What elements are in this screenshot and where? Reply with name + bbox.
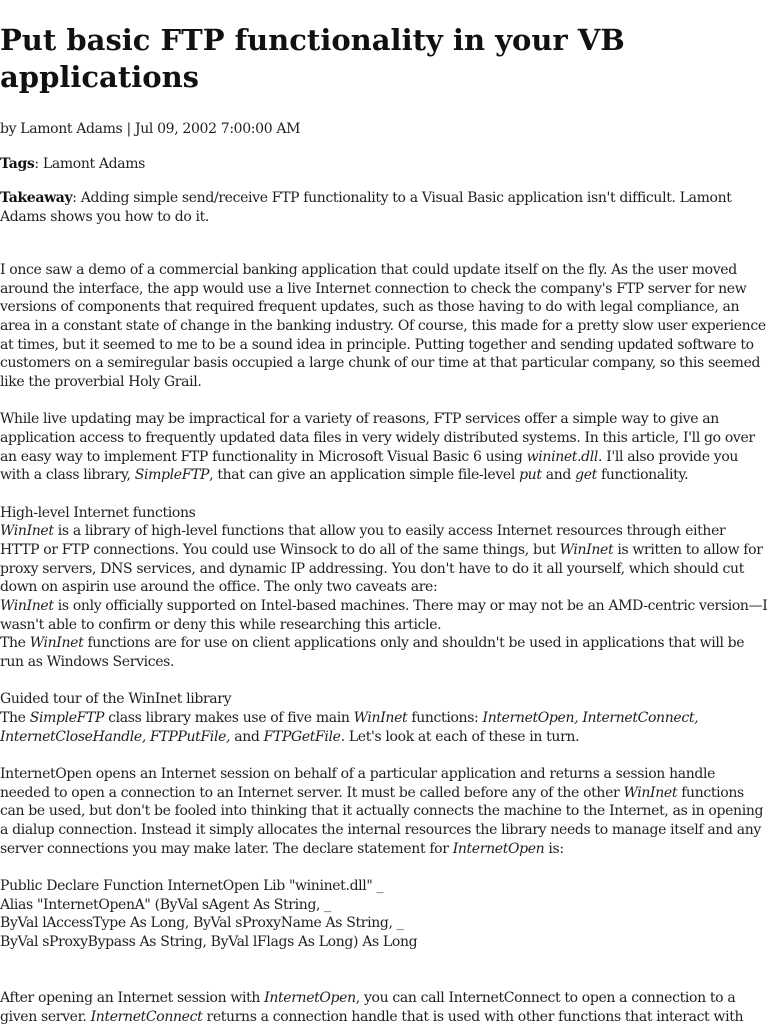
article-byline: by Lamont Adams | Jul 09, 2002 7:00:00 AM	[0, 121, 301, 137]
caveat-item	[0, 634, 768, 671]
section-paragraph	[0, 709, 768, 746]
text-run: InternetOpen opens an Internet session on behalf of a particular application and returns a session handle needed to open a connection to an Internet server. It must be called before any of the other	[0, 765, 716, 801]
text-run: is only officially supported on Intel-based machines. There may or may not be an AMD-centric version—I wasn't able to confirm or deny this while researching this article.	[0, 598, 768, 633]
section-paragraph	[0, 522, 768, 597]
section-heading: Guided tour of the WinInet library	[0, 691, 232, 708]
italic-run: InternetOpen	[264, 989, 356, 1006]
text-run: , that can give an application simple file-level	[209, 467, 520, 484]
article-title: Put basic FTP functionality in your VB applications	[0, 23, 625, 94]
italic-run: wininet.dll	[526, 448, 599, 465]
italic-run: InternetOpen	[452, 840, 545, 857]
text-run: functions are for use on client applications only and shouldn't be used in applications that will be run as Windows Services.	[0, 635, 745, 671]
article-takeaway	[0, 189, 768, 226]
code-line: Public Declare Function InternetOpen Lib "wininet.dll" _	[0, 878, 384, 894]
text-run: After opening an Internet session with	[0, 989, 265, 1006]
italic-run: WinInet	[0, 523, 54, 540]
code-block	[0, 877, 768, 952]
text-run: functions:	[407, 710, 483, 727]
italic-run: WinInet	[353, 710, 408, 727]
text-run: , you can call InternetConnect to open a connection to a given server.	[0, 989, 736, 1025]
takeaway-label: Takeaway	[0, 190, 73, 207]
section-high-level-internet-functions	[0, 504, 768, 672]
italic-run: InternetOpen, InternetConnect, InternetCloseHandle, FTPPutFile,	[0, 710, 699, 745]
italic-run: put	[519, 467, 542, 484]
text-run: returns a connection handle that is used with other functions that interact with	[202, 1008, 744, 1025]
text-run: class library makes use of five main	[104, 710, 354, 727]
code-line: ByVal lAccessType As Long, ByVal sProxyName As String, _	[0, 915, 404, 932]
text-run: and	[230, 728, 264, 745]
text-run: . I'll also provide you with a class library,	[0, 448, 739, 484]
italic-run: SimpleFTP	[29, 710, 105, 727]
section-heading: High-level Internet functions	[0, 504, 196, 521]
text-run: and	[541, 467, 576, 484]
paragraph-internetopen	[0, 765, 768, 859]
text-run: While live updating may be impractical for a variety of reasons, FTP services offer a simple way to give an application access to frequently updated data files in very widely distributed systems. In this article, I'll go over an easy way to implement FTP functionality in Microsoft Visual Basic 6 using	[0, 411, 755, 465]
section-guided-tour	[0, 690, 768, 746]
code-line: Alias "InternetOpenA" (ByVal sAgent As String, _	[0, 896, 331, 913]
text-run: . Let's look at each of these in turn.	[340, 728, 580, 745]
italic-run: WinInet	[0, 598, 54, 615]
text-run: functionality.	[596, 467, 689, 484]
text-run: functions can be used, but don't be fooled into thinking that it actually connects the machine to the Internet, as in opening a dialup connection. Instead it simply allocates the internal resources the library needs to manage itself and any server connections you may make later. The declare statement for	[0, 784, 764, 857]
text-run: is a library of high-level functions that allow you to easily access Internet resources through either HTTP or FTP connections. You could use Winsock to do all of the same things, but	[0, 523, 726, 558]
italic-run: SimpleFTP	[134, 467, 210, 484]
paragraph-internetconnect	[0, 989, 768, 1026]
caveat-item	[0, 597, 768, 634]
tags-value: : Lamont Adams	[34, 155, 146, 172]
text-run: is:	[544, 840, 564, 857]
intro-paragraph: I once saw a demo of a commercial banking application that could update itself on the fly. As the user moved around the interface, the app would use a live Internet connection to check the company's FTP server for new versions of components that required frequent updates, such as those having to do with legal compliance, an area in a constant state of change in the banking industry. Of course, this made for a pretty slow user experience at times, but it seemed to me to be a sound idea in principle. Putting together and sending updated software to customers on a semiregular basis occupied a large chunk of our time at that particular company, so this seemed like the proverbial Holy Grail.	[0, 261, 766, 391]
tags-label: Tags	[0, 155, 35, 172]
italic-run: WinInet	[29, 635, 84, 652]
paragraph-ftp-services	[0, 410, 768, 485]
italic-run: get	[575, 467, 597, 484]
text-run: The	[0, 635, 30, 652]
text-run: The	[0, 710, 30, 727]
article-tags	[0, 155, 768, 174]
text-run: is written to allow for proxy servers, DNS services, and dynamic IP addressing. You don't have to do it all yourself, which should cut down on aspirin use around the office. The only two caveats are:	[0, 541, 763, 596]
code-line: ByVal sProxyBypass As String, ByVal lFlags As Long) As Long	[0, 934, 418, 951]
takeaway-text: : Adding simple send/receive FTP functionality to a Visual Basic application isn't difficult. Lamont Adams shows you how to do it.	[0, 190, 732, 226]
italic-run: WinInet	[623, 784, 678, 801]
italic-run: InternetConnect	[90, 1008, 203, 1025]
italic-run: FTPGetFile	[263, 728, 341, 745]
italic-run: WinInet	[559, 541, 614, 558]
